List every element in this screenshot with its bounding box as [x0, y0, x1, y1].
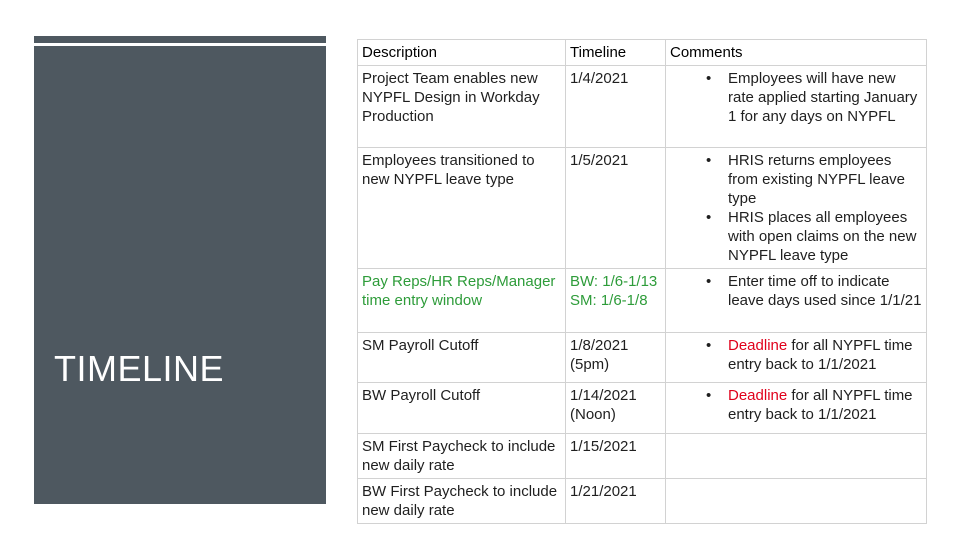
timeline-cell: 1/5/2021: [566, 148, 666, 269]
comment-bullet: • Employees will have new rate applied starting January 1 for any days on NYPFL: [670, 69, 922, 126]
timeline-cell: 1/4/2021: [566, 66, 666, 148]
comment-bullet: • Enter time off to indicate leave days used since 1/1/21: [670, 272, 922, 310]
header-description: Description: [358, 40, 566, 66]
timeline-cell: [566, 333, 666, 383]
timeline-cell: [566, 383, 666, 434]
description-cell: SM First Paycheck to include new daily rate: [358, 434, 566, 479]
header-timeline: Timeline: [566, 40, 666, 66]
comment-text: for all NYPFL time entry back to 1/1/2021: [728, 387, 913, 423]
table-row: [358, 479, 927, 524]
timeline-cell: [566, 269, 666, 333]
table-row: [358, 269, 927, 333]
timeline-cell: 1/15/2021: [566, 434, 666, 479]
deadline-label: Deadline: [728, 337, 788, 354]
timeline-line: (5pm): [570, 356, 610, 373]
description-cell: Employees transitioned to new NYPFL leave type: [358, 148, 566, 269]
deadline-label: Deadline: [728, 387, 788, 404]
timeline-cell: 1/21/2021: [566, 479, 666, 524]
timeline-table: [357, 39, 927, 524]
comments-cell: [666, 479, 927, 524]
comment-text: for all NYPFL time entry back to 1/1/2021: [728, 337, 913, 373]
header-comments: Comments: [666, 40, 927, 66]
timeline-line: (Noon): [570, 406, 616, 423]
comments-cell: [666, 66, 927, 148]
timeline-line: 1/14/2021: [570, 387, 637, 404]
description-cell: SM Payroll Cutoff: [358, 333, 566, 383]
comment-bullet: • HRIS places all employees with open claims on the new NYPFL leave type: [670, 208, 922, 265]
side-panel: [34, 46, 326, 504]
comments-cell: [666, 383, 927, 434]
comments-cell: [666, 148, 927, 269]
description-cell: Pay Reps/HR Reps/Manager time entry window: [358, 269, 566, 333]
top-rule: [34, 36, 326, 43]
timeline-line: 1/8/2021: [570, 337, 629, 354]
table-header-row: [358, 40, 927, 66]
description-cell: Project Team enables new NYPFL Design in Workday Production: [358, 66, 566, 148]
comment-bullet: • HRIS returns employees from existing NYPFL leave type: [670, 151, 922, 208]
comments-cell: [666, 333, 927, 383]
comment-bullet: [670, 386, 922, 424]
description-cell: BW First Paycheck to include new daily rate: [358, 479, 566, 524]
table-row: [358, 148, 927, 269]
timeline-line: SM: 1/6-1/8: [570, 292, 648, 309]
comment-bullet: [670, 336, 922, 374]
description-cell: BW Payroll Cutoff: [358, 383, 566, 434]
table-row: [358, 333, 927, 383]
table-row: [358, 434, 927, 479]
comments-cell: [666, 269, 927, 333]
table-row: [358, 383, 927, 434]
section-title: TIMELINE: [54, 348, 225, 389]
table-row: [358, 66, 927, 148]
comments-cell: [666, 434, 927, 479]
timeline-line: BW: 1/6-1/13: [570, 273, 658, 290]
